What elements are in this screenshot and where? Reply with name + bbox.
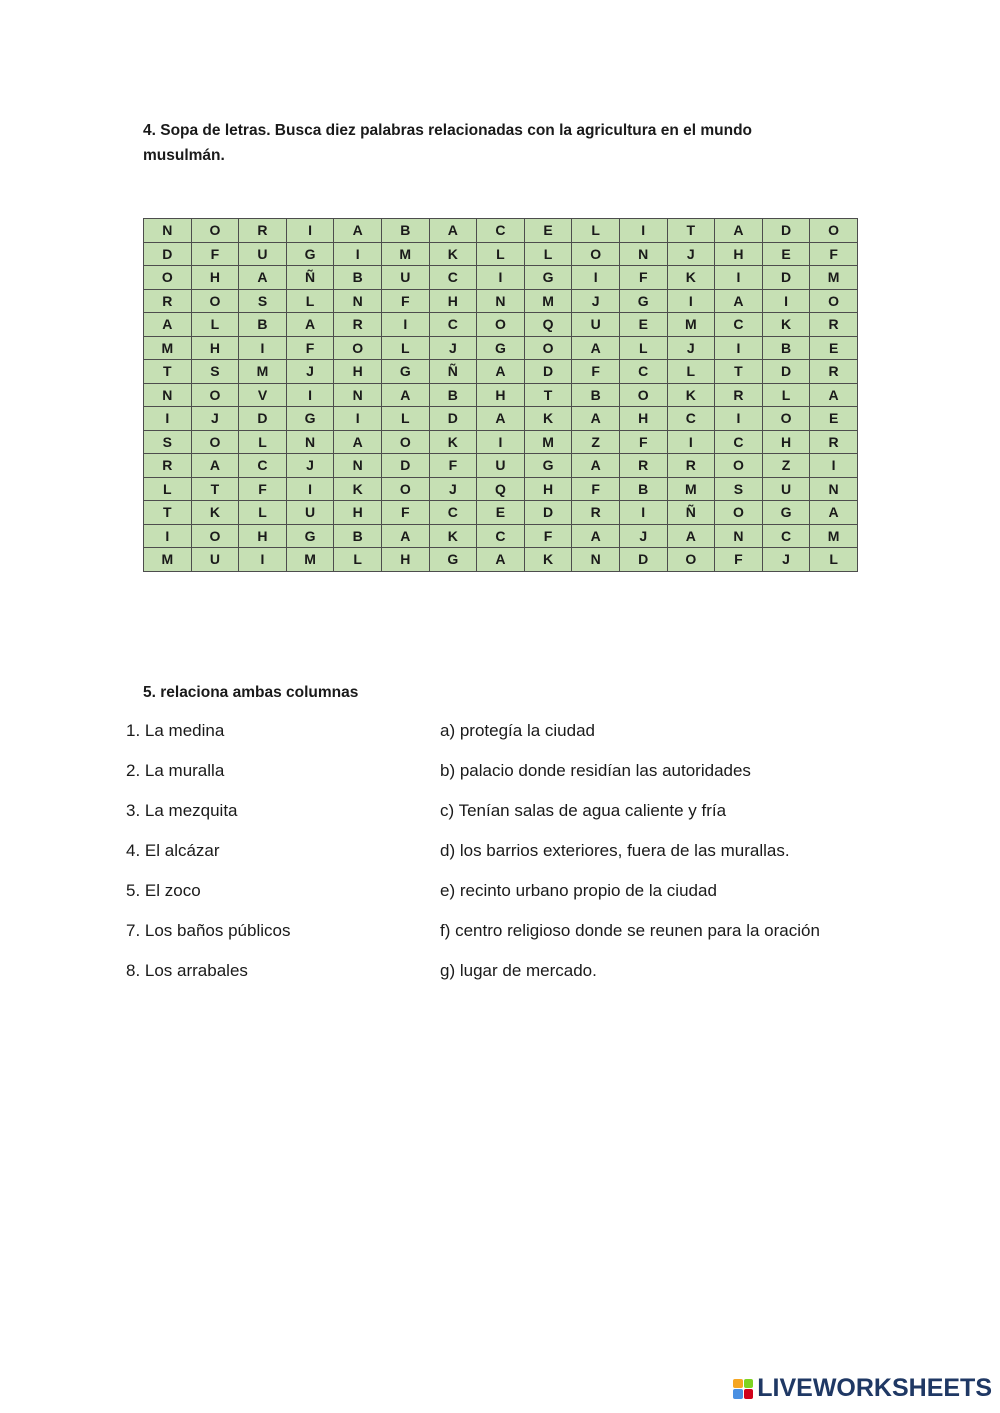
grid-cell[interactable]: T	[144, 501, 192, 525]
grid-cell[interactable]: H	[239, 524, 287, 548]
word-search-grid	[143, 218, 858, 572]
grid-row	[144, 219, 858, 243]
grid-row	[144, 430, 858, 454]
grid-cell[interactable]: U	[477, 454, 525, 478]
grid-cell[interactable]: L	[524, 242, 572, 266]
grid-cell[interactable]: G	[381, 360, 429, 384]
grid-row	[144, 336, 858, 360]
grid-cell[interactable]: R	[810, 360, 858, 384]
grid-cell[interactable]: M	[286, 548, 334, 572]
grid-cell[interactable]: S	[144, 430, 192, 454]
grid-cell[interactable]: A	[334, 219, 382, 243]
grid-row	[144, 313, 858, 337]
grid-cell[interactable]: I	[239, 548, 287, 572]
grid-cell[interactable]: D	[619, 548, 667, 572]
grid-cell[interactable]: A	[429, 219, 477, 243]
grid-cell[interactable]: C	[429, 313, 477, 337]
grid-cell[interactable]: J	[286, 454, 334, 478]
grid-cell[interactable]: L	[619, 336, 667, 360]
match-definition: d) los barrios exteriores, fuera de las murallas.	[440, 841, 790, 860]
grid-cell[interactable]: C	[429, 266, 477, 290]
grid-cell[interactable]: L	[239, 430, 287, 454]
grid-cell[interactable]: I	[667, 430, 715, 454]
grid-cell[interactable]: M	[810, 266, 858, 290]
grid-cell[interactable]: F	[381, 501, 429, 525]
liveworksheets-logo-text: LIVEWORKSHEETS	[757, 1374, 992, 1402]
match-term: 4. El alcázar	[126, 841, 220, 860]
grid-cell[interactable]: M	[810, 524, 858, 548]
grid-cell[interactable]: A	[572, 336, 620, 360]
grid-cell[interactable]: H	[191, 336, 239, 360]
grid-cell[interactable]: A	[144, 313, 192, 337]
logo-square-4	[744, 1389, 754, 1399]
grid-cell[interactable]: O	[810, 289, 858, 313]
grid-cell[interactable]: N	[477, 289, 525, 313]
grid-cell[interactable]: C	[477, 219, 525, 243]
grid-cell[interactable]: L	[762, 383, 810, 407]
grid-cell[interactable]: D	[762, 266, 810, 290]
grid-cell[interactable]: N	[619, 242, 667, 266]
grid-row	[144, 383, 858, 407]
grid-cell[interactable]: M	[667, 313, 715, 337]
grid-cell[interactable]: N	[334, 289, 382, 313]
grid-cell[interactable]: O	[191, 383, 239, 407]
grid-cell[interactable]: F	[619, 266, 667, 290]
grid-cell[interactable]: B	[762, 336, 810, 360]
liveworksheets-logo	[733, 1374, 992, 1403]
grid-cell[interactable]: E	[810, 407, 858, 431]
grid-cell[interactable]: H	[477, 383, 525, 407]
grid-row	[144, 242, 858, 266]
grid-cell[interactable]: H	[524, 477, 572, 501]
grid-cell[interactable]: F	[619, 430, 667, 454]
grid-cell[interactable]: E	[477, 501, 525, 525]
match-definition: b) palacio donde residían las autoridades	[440, 761, 751, 780]
grid-cell[interactable]: D	[381, 454, 429, 478]
grid-cell[interactable]: G	[286, 242, 334, 266]
grid-cell[interactable]: M	[144, 336, 192, 360]
match-row	[126, 761, 886, 801]
grid-cell[interactable]: Z	[762, 454, 810, 478]
grid-cell[interactable]: O	[144, 266, 192, 290]
matching-columns	[126, 721, 886, 1001]
grid-cell[interactable]: U	[239, 242, 287, 266]
grid-cell[interactable]: K	[191, 501, 239, 525]
grid-cell[interactable]: M	[381, 242, 429, 266]
grid-cell[interactable]: G	[477, 336, 525, 360]
grid-cell[interactable]: Ñ	[286, 266, 334, 290]
grid-cell[interactable]: I	[144, 407, 192, 431]
grid-cell[interactable]: F	[239, 477, 287, 501]
liveworksheets-logo-icon	[733, 1379, 753, 1399]
exercise-5-title: 5. relaciona ambas columnas	[143, 684, 359, 701]
grid-cell[interactable]: F	[572, 477, 620, 501]
grid-cell[interactable]: K	[524, 548, 572, 572]
grid-row	[144, 360, 858, 384]
grid-cell[interactable]: A	[286, 313, 334, 337]
grid-cell[interactable]: L	[381, 336, 429, 360]
grid-cell[interactable]: H	[334, 501, 382, 525]
grid-cell[interactable]: O	[191, 430, 239, 454]
grid-cell[interactable]: B	[619, 477, 667, 501]
match-term: 3. La mezquita	[126, 801, 238, 820]
grid-cell[interactable]: O	[191, 219, 239, 243]
match-term: 2. La muralla	[126, 761, 225, 780]
match-row	[126, 841, 886, 881]
grid-cell[interactable]: A	[810, 383, 858, 407]
grid-cell[interactable]: I	[144, 524, 192, 548]
grid-cell[interactable]: O	[191, 524, 239, 548]
grid-cell[interactable]: D	[144, 242, 192, 266]
grid-cell[interactable]: C	[619, 360, 667, 384]
grid-cell[interactable]: O	[381, 430, 429, 454]
grid-cell[interactable]: R	[572, 501, 620, 525]
grid-cell[interactable]: E	[762, 242, 810, 266]
grid-cell[interactable]: B	[334, 524, 382, 548]
grid-cell[interactable]: F	[429, 454, 477, 478]
grid-cell[interactable]: E	[524, 219, 572, 243]
grid-cell[interactable]: L	[667, 360, 715, 384]
grid-cell[interactable]: A	[191, 454, 239, 478]
grid-cell[interactable]: L	[239, 501, 287, 525]
grid-cell[interactable]: Ñ	[667, 501, 715, 525]
grid-cell[interactable]: A	[667, 524, 715, 548]
grid-cell[interactable]: I	[572, 266, 620, 290]
grid-cell[interactable]: F	[286, 336, 334, 360]
grid-cell[interactable]: H	[715, 242, 763, 266]
grid-row	[144, 524, 858, 548]
match-row	[126, 921, 886, 961]
grid-cell[interactable]: U	[191, 548, 239, 572]
grid-row	[144, 548, 858, 572]
match-row	[126, 801, 886, 841]
grid-cell[interactable]: M	[524, 430, 572, 454]
grid-cell[interactable]: K	[334, 477, 382, 501]
grid-cell[interactable]: I	[715, 336, 763, 360]
grid-cell[interactable]: K	[762, 313, 810, 337]
match-term: 1. La medina	[126, 721, 225, 740]
grid-cell[interactable]: A	[477, 407, 525, 431]
grid-row	[144, 477, 858, 501]
grid-cell[interactable]: K	[667, 266, 715, 290]
grid-cell[interactable]: M	[239, 360, 287, 384]
match-definition: a) protegía la ciudad	[440, 721, 595, 740]
grid-cell[interactable]: B	[239, 313, 287, 337]
grid-cell[interactable]: H	[762, 430, 810, 454]
grid-cell[interactable]: J	[286, 360, 334, 384]
grid-cell[interactable]: L	[477, 242, 525, 266]
grid-cell[interactable]: K	[524, 407, 572, 431]
grid-cell[interactable]: M	[667, 477, 715, 501]
grid-cell[interactable]: T	[667, 219, 715, 243]
grid-cell[interactable]: C	[715, 313, 763, 337]
grid-cell[interactable]: A	[715, 219, 763, 243]
grid-cell[interactable]: I	[619, 219, 667, 243]
grid-cell[interactable]: O	[762, 407, 810, 431]
grid-cell[interactable]: A	[572, 454, 620, 478]
grid-cell[interactable]: R	[144, 289, 192, 313]
grid-cell[interactable]: S	[239, 289, 287, 313]
grid-cell[interactable]: I	[286, 477, 334, 501]
grid-cell[interactable]: J	[762, 548, 810, 572]
grid-cell[interactable]: T	[524, 383, 572, 407]
match-definition: c) Tenían salas de agua caliente y fría	[440, 801, 727, 820]
grid-cell[interactable]: D	[239, 407, 287, 431]
grid-cell[interactable]: B	[381, 219, 429, 243]
grid-cell[interactable]: H	[334, 360, 382, 384]
grid-cell[interactable]: I	[667, 289, 715, 313]
match-row	[126, 881, 886, 921]
match-row	[126, 721, 886, 761]
grid-cell[interactable]: L	[144, 477, 192, 501]
grid-cell[interactable]: I	[286, 219, 334, 243]
grid-cell[interactable]: R	[715, 383, 763, 407]
grid-cell[interactable]: K	[429, 524, 477, 548]
grid-cell[interactable]: H	[429, 289, 477, 313]
grid-cell[interactable]: A	[477, 548, 525, 572]
grid-cell[interactable]: F	[810, 242, 858, 266]
grid-cell[interactable]: Z	[572, 430, 620, 454]
grid-cell[interactable]: O	[667, 548, 715, 572]
grid-cell[interactable]: I	[239, 336, 287, 360]
grid-cell[interactable]: U	[286, 501, 334, 525]
logo-square-2	[744, 1379, 754, 1389]
grid-cell[interactable]: Q	[477, 477, 525, 501]
grid-cell[interactable]: C	[239, 454, 287, 478]
grid-cell[interactable]: V	[239, 383, 287, 407]
grid-cell[interactable]: E	[810, 336, 858, 360]
match-term: 5. El zoco	[126, 881, 201, 900]
grid-cell[interactable]: J	[667, 336, 715, 360]
grid-cell[interactable]: K	[667, 383, 715, 407]
grid-cell[interactable]: A	[381, 524, 429, 548]
grid-cell[interactable]: O	[715, 501, 763, 525]
grid-cell[interactable]: F	[715, 548, 763, 572]
grid-cell[interactable]: C	[762, 524, 810, 548]
grid-cell[interactable]: T	[144, 360, 192, 384]
grid-row	[144, 407, 858, 431]
grid-cell[interactable]: N	[144, 219, 192, 243]
logo-square-3	[733, 1389, 743, 1399]
grid-cell[interactable]: I	[762, 289, 810, 313]
grid-cell[interactable]: K	[429, 242, 477, 266]
grid-cell[interactable]: A	[239, 266, 287, 290]
grid-cell[interactable]: O	[191, 289, 239, 313]
grid-cell[interactable]: R	[667, 454, 715, 478]
grid-cell[interactable]: R	[619, 454, 667, 478]
grid-cell[interactable]: E	[619, 313, 667, 337]
grid-cell[interactable]: I	[334, 242, 382, 266]
grid-cell[interactable]: I	[619, 501, 667, 525]
grid-cell[interactable]: R	[810, 430, 858, 454]
grid-row	[144, 501, 858, 525]
match-term: 7. Los baños públicos	[126, 921, 291, 940]
grid-cell[interactable]: O	[619, 383, 667, 407]
grid-cell[interactable]: F	[381, 289, 429, 313]
grid-cell[interactable]: R	[144, 454, 192, 478]
grid-cell[interactable]: I	[334, 407, 382, 431]
grid-cell[interactable]: R	[239, 219, 287, 243]
grid-cell[interactable]: L	[810, 548, 858, 572]
grid-cell[interactable]: H	[619, 407, 667, 431]
grid-row	[144, 289, 858, 313]
grid-cell[interactable]: O	[334, 336, 382, 360]
grid-cell[interactable]: S	[191, 360, 239, 384]
grid-cell[interactable]: F	[191, 242, 239, 266]
grid-cell[interactable]: A	[334, 430, 382, 454]
grid-cell[interactable]: I	[810, 454, 858, 478]
grid-cell[interactable]: R	[810, 313, 858, 337]
grid-cell[interactable]: O	[381, 477, 429, 501]
grid-cell[interactable]: I	[381, 313, 429, 337]
grid-cell[interactable]: U	[572, 313, 620, 337]
grid-cell[interactable]: L	[381, 407, 429, 431]
grid-cell[interactable]: B	[334, 266, 382, 290]
grid-cell[interactable]: L	[334, 548, 382, 572]
grid-cell[interactable]: G	[524, 266, 572, 290]
grid-cell[interactable]: J	[191, 407, 239, 431]
grid-cell[interactable]: L	[286, 289, 334, 313]
grid-cell[interactable]: D	[429, 407, 477, 431]
grid-cell[interactable]: I	[715, 266, 763, 290]
match-row	[126, 961, 886, 1001]
grid-cell[interactable]: J	[429, 477, 477, 501]
grid-cell[interactable]: R	[334, 313, 382, 337]
grid-cell[interactable]: J	[429, 336, 477, 360]
grid-row	[144, 454, 858, 478]
grid-cell[interactable]: A	[381, 383, 429, 407]
grid-cell[interactable]: I	[286, 383, 334, 407]
match-definition: g) lugar de mercado.	[440, 961, 597, 980]
grid-row	[144, 266, 858, 290]
grid-cell[interactable]: N	[715, 524, 763, 548]
grid-cell[interactable]: O	[810, 219, 858, 243]
grid-cell[interactable]: K	[429, 430, 477, 454]
grid-cell[interactable]: O	[524, 336, 572, 360]
grid-cell[interactable]: Q	[524, 313, 572, 337]
grid-cell[interactable]: I	[477, 266, 525, 290]
grid-cell[interactable]: T	[715, 360, 763, 384]
grid-cell[interactable]: N	[334, 454, 382, 478]
grid-cell[interactable]: C	[667, 407, 715, 431]
grid-cell[interactable]: D	[524, 360, 572, 384]
grid-cell[interactable]: H	[381, 548, 429, 572]
grid-cell[interactable]: O	[477, 313, 525, 337]
grid-cell[interactable]: J	[667, 242, 715, 266]
grid-cell[interactable]: A	[572, 524, 620, 548]
grid-cell[interactable]: L	[191, 313, 239, 337]
grid-cell[interactable]: H	[191, 266, 239, 290]
grid-cell[interactable]: M	[524, 289, 572, 313]
grid-cell[interactable]: M	[144, 548, 192, 572]
grid-cell[interactable]: A	[572, 407, 620, 431]
match-definition: e) recinto urbano propio de la ciudad	[440, 881, 717, 900]
grid-cell[interactable]: I	[715, 407, 763, 431]
grid-cell[interactable]: C	[477, 524, 525, 548]
grid-cell[interactable]: N	[810, 477, 858, 501]
grid-cell[interactable]: G	[762, 501, 810, 525]
grid-cell[interactable]: N	[286, 430, 334, 454]
grid-cell[interactable]: G	[619, 289, 667, 313]
grid-cell[interactable]: C	[429, 501, 477, 525]
grid-cell[interactable]: C	[715, 430, 763, 454]
grid-cell[interactable]: N	[144, 383, 192, 407]
grid-cell[interactable]: N	[572, 548, 620, 572]
grid-cell[interactable]: U	[762, 477, 810, 501]
grid-cell[interactable]: D	[762, 219, 810, 243]
grid-cell[interactable]: L	[572, 219, 620, 243]
exercise-4-title: 4. Sopa de letras. Busca diez palabras relacionadas con la agricultura en el mundo musulmán.	[143, 122, 753, 164]
match-definition: f) centro religioso donde se reunen para la oración	[440, 921, 820, 940]
grid-cell[interactable]: Ñ	[429, 360, 477, 384]
grid-cell[interactable]: O	[572, 242, 620, 266]
grid-cell[interactable]: G	[429, 548, 477, 572]
grid-cell[interactable]: U	[381, 266, 429, 290]
grid-cell[interactable]: J	[572, 289, 620, 313]
grid-cell[interactable]: G	[286, 524, 334, 548]
grid-cell[interactable]: B	[429, 383, 477, 407]
grid-cell[interactable]: G	[524, 454, 572, 478]
grid-cell[interactable]: F	[524, 524, 572, 548]
grid-cell[interactable]: B	[572, 383, 620, 407]
grid-cell[interactable]: G	[286, 407, 334, 431]
grid-cell[interactable]: I	[477, 430, 525, 454]
grid-cell[interactable]: S	[715, 477, 763, 501]
grid-cell[interactable]: F	[572, 360, 620, 384]
grid-cell[interactable]: J	[619, 524, 667, 548]
grid-cell[interactable]: A	[715, 289, 763, 313]
grid-cell[interactable]: O	[715, 454, 763, 478]
grid-cell[interactable]: D	[762, 360, 810, 384]
grid-cell[interactable]: A	[810, 501, 858, 525]
grid-cell[interactable]: N	[334, 383, 382, 407]
logo-square-1	[733, 1379, 743, 1389]
grid-cell[interactable]: T	[191, 477, 239, 501]
match-term: 8. Los arrabales	[126, 961, 248, 980]
grid-cell[interactable]: A	[477, 360, 525, 384]
grid-cell[interactable]: D	[524, 501, 572, 525]
